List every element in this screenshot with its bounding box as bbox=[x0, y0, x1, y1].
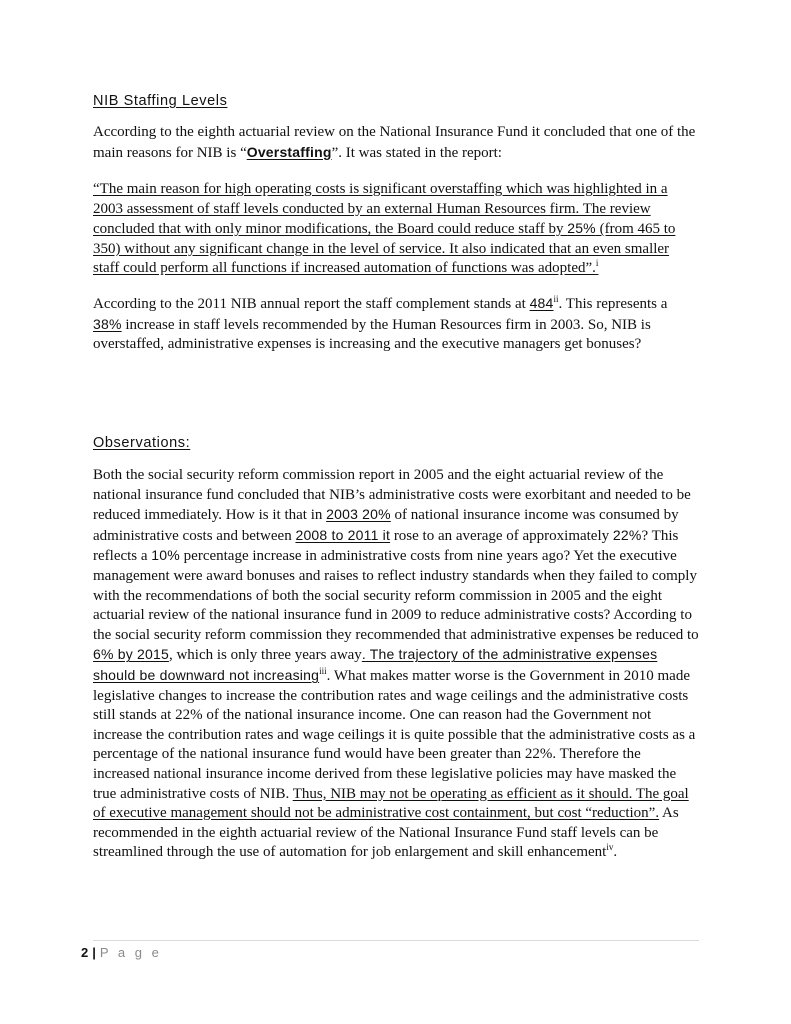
highlight-2008-2011: 2008 to 2011 it bbox=[295, 526, 391, 543]
paragraph-observations: Both the social security reform commission report in 2005 and the eight actuarial review of the national insurance fund concluded that NIB’s administrative costs were exorbitant and needed to be reduced immediately. How is it that in 2003 20% of national insurance income was consumed by administrative costs and between 2008 to 2011 it rose to an average of approximately 22%? This reflects a 10% percentage increase in administrative costs from nine years ago? Yet the executive management were award bonuses and raises to reflect industry standards when they failed to comply with the recommendations of both the social security reform commission in 2005 and the eight actuarial review of the national insurance fund in 2009 to reduce administrative costs? According to the social security reform commission they recommended that administrative expenses be reduced to 6% by 2015, which is only three years away. The trajectory of the administrative expenses should be downward not increasing$^{iii}$. What makes matter worse is the Government in 2010 made legislative changes to increase the contribution rates and wage ceilings and the administrative costs still stands at 22% of the national insurance income. One can reason had the Government not increase the contribution rates and wage ceilings it is quite possible that the administrative costs as a percentage of the national insurance fund would have been greater than 22%. Therefore the increased national insurance income derived from these legislative policies may have masked the true administrative costs of NIB. Thus, NIB may not be operating as efficient as it should. The goal of executive management should not be administrative cost containment, but cost “reduction”. As recommended in the eighth actuarial review of the National Insurance Fund staff levels can be streamlined through the use of automation for job enlargement and skill enhancement$^{iv}$. bbox=[93, 467, 699, 861]
highlight-2003: 2003 20% bbox=[326, 506, 391, 523]
overstaffing-emphasis: Overstaffing bbox=[246, 143, 332, 160]
highlight-22: 22% bbox=[612, 526, 642, 543]
page-footer bbox=[81, 945, 162, 960]
footer-divider bbox=[93, 940, 699, 941]
quote-percentage: 25% bbox=[567, 220, 596, 237]
section-heading-staffing: NIB Staffing Levels bbox=[93, 93, 228, 109]
section-heading-observations: Observations: bbox=[93, 435, 191, 451]
paragraph-intro: According to the eighth actuarial review on the National Insurance Fund it concluded that one of the main reasons for NIB is “Overstaffing”. It was stated in the report: bbox=[93, 124, 696, 161]
staff-count: 484 bbox=[529, 295, 554, 311]
footnote-ref-iii: iii bbox=[319, 665, 327, 676]
paragraph-staff-complement: According to the 2011 NIB annual report the staff complement stands at 484$^{ii}$. This represents a 38% increase in staff levels recommended by the Human Resources firm in 2003. So, NIB is overstaffed, administrative expenses is increasing and the executive managers get bonuses? bbox=[93, 294, 668, 353]
footer-separator: | bbox=[92, 945, 96, 960]
footnote-ref-ii: ii bbox=[553, 294, 559, 304]
footnote-ref-iv: iv bbox=[606, 842, 614, 853]
underlined-conclusion: Thus, NIB may not be operating as efficient as it should. The goal of executive management should not be administrative cost containment, but cost “reduction”. bbox=[93, 785, 689, 822]
footnote-ref-i: i bbox=[595, 258, 599, 269]
page-number: 2 bbox=[81, 945, 89, 960]
quoted-report-paragraph: “The main reason for high operating costs is significant overstaffing which was highlighted in a 2003 assessment of staff levels conducted by an external Human Resources firm. The review concluded that with only minor modifications, the Board could reduce staff by 25% (from 465 to 350) without any significant change in the level of service. It also indicated that an even smaller staff could perform all functions if increased automation of functions was adopted”.$^i$ bbox=[93, 181, 676, 277]
page-label: P a g e bbox=[99, 945, 162, 960]
highlight-trajectory: . The trajectory of the administrative expenses should be downward not increasing bbox=[93, 646, 658, 683]
increase-percentage: 38% bbox=[93, 315, 122, 332]
highlight-10: 10% bbox=[151, 547, 180, 564]
highlight-6-by-2015: 6% by 2015 bbox=[93, 646, 169, 663]
